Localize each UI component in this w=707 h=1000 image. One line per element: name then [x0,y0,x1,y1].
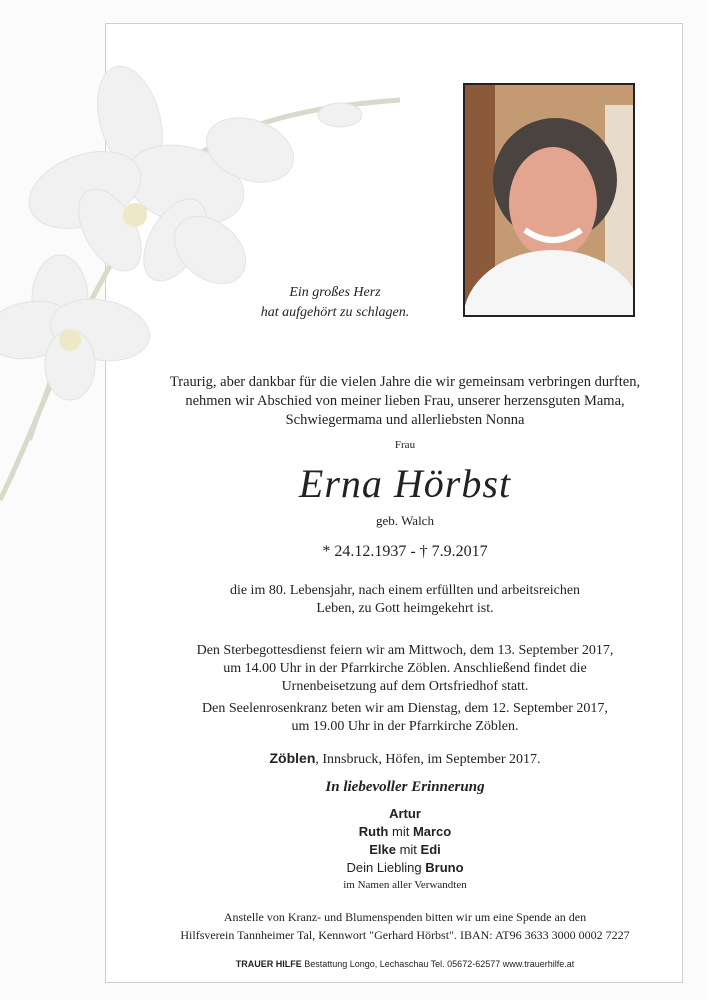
service-line: Urnenbeisetzung auf dem Ortsfriedhof statt. [281,679,529,694]
liebling-text: Dein Liebling [346,860,426,875]
mourner-line [120,859,690,877]
motto [200,283,470,323]
life-dates: * 24.12.1937 - † 7.9.2017 [322,543,488,560]
salutation: Frau [394,439,416,451]
mourner-edi: Edi [420,842,441,857]
service-line: um 14.00 Uhr in der Pfarrkirche Zöblen. Anschließend findet die [223,661,587,676]
portrait-photo [463,83,635,317]
mourner-elke: Elke [369,842,396,857]
footer [120,959,690,969]
mourner-ruth: Ruth [358,824,389,839]
motto-line: Ein großes Herz [289,285,381,300]
rosary-line: um 19.00 Uhr in der Pfarrkirche Zöblen. [291,719,519,734]
intro-line: nehmen wir Abschied von meiner lieben Frau, unserer herzensguten Mama, [185,393,625,409]
footer-contact: Bestattung Longo, Lechaschau Tel. 05672-62577 www.trauerhilfe.at [301,959,575,969]
life-line: die im 80. Lebensjahr, nach einem erfüllten und arbeitsreichen [229,583,581,598]
footer-brand: TRAUER HILFE [235,959,302,969]
intro-line: Traurig, aber dankbar für die vielen Jahre die wir gemeinsam verbringen durften, [169,374,641,390]
life-line: Leben, zu Gott heimgekehrt ist. [316,601,494,616]
donation-line: Hilfsverein Tannheimer Tal, Kennwort "Gerhard Hörbst". IBAN: AT96 3633 3000 0002 7227 [180,928,630,942]
mourner-artur: Artur [389,806,421,821]
donation-line: Anstelle von Kranz- und Blumenspenden bitten wir um eine Spende an den [223,910,587,924]
mourner-marco: Marco [412,824,452,839]
conjunction: mit [388,824,413,839]
place-rest: , Innsbruck, Höfen, im September 2017. [315,752,541,767]
conjunction: mit [395,842,421,857]
intro-line: Schwiegermama und allerliebsten Nonna [285,412,525,428]
relatives-note: im Namen aller Verwandten [343,879,467,891]
maiden-name: geb. Walch [376,513,434,528]
life-text [120,582,690,618]
mourner-bruno: Bruno [425,860,464,875]
donation-text [120,908,690,944]
mourner-line [120,841,690,859]
place-bold: Zöblen [269,750,316,766]
service-line: Den Sterbegottesdienst feiern wir am Mittwoch, dem 13. September 2017, [196,643,614,658]
intro-text [120,373,690,430]
motto-line: hat aufgehört zu schlagen. [260,305,410,320]
place-date [120,749,690,769]
mourner-line [120,823,690,841]
deceased-name: Erna Hörbst [298,461,512,506]
rosary-text [120,700,690,736]
memory-heading: In liebevoller Erinnerung [325,779,485,795]
mourners [120,805,690,877]
rosary-line: Den Seelenrosenkranz beten wir am Dienstag, dem 12. September 2017, [202,701,608,716]
service-text [120,642,690,696]
